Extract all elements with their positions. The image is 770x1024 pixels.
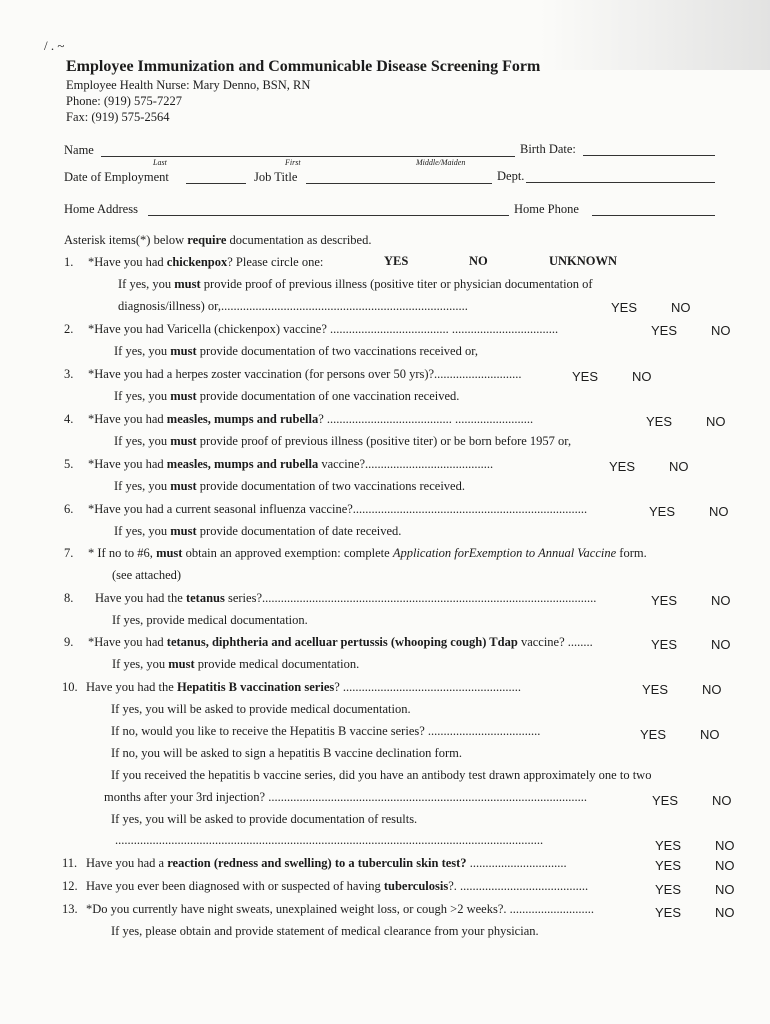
q8-number: 8.	[64, 591, 74, 605]
q1-yes[interactable]: YES	[384, 254, 409, 268]
q2-text: *Have you had Varicella (chickenpox) vaccine? ...................................... ..................................	[88, 322, 559, 336]
q9-subtext: If yes, you must provide medical documentation.	[112, 657, 360, 671]
job-title-label: Job Title	[254, 170, 298, 184]
q1-subtext: If yes, you must provide proof of previous illness (positive titer or physician documentation of	[118, 277, 593, 291]
q12-yes[interactable]: YES	[655, 882, 682, 897]
q1-number: 1.	[64, 255, 74, 269]
q8-no[interactable]: NO	[711, 593, 731, 608]
q2-no[interactable]: NO	[711, 323, 731, 338]
fax-line: Fax: (919) 575-2564	[66, 110, 170, 124]
q8-text: Have you had the tetanus series?...........................................................................................................	[95, 591, 597, 605]
q10-subtext-3: If no, you will be asked to sign a hepatitis B vaccine declination form.	[111, 746, 462, 760]
q12-number: 12.	[62, 879, 78, 893]
name-label: Name	[64, 143, 94, 157]
home-address-label: Home Address	[64, 202, 138, 216]
q5-number: 5.	[64, 457, 74, 471]
results-dots: .........................................................................................................................................	[115, 833, 544, 847]
q13-number: 13.	[62, 902, 78, 916]
q11-yes[interactable]: YES	[655, 858, 682, 873]
q3-no[interactable]: NO	[632, 369, 652, 384]
q11-text: Have you had a reaction (redness and swelling) to a tuberculin skin test? ...............................	[86, 856, 567, 870]
q12-text: Have you ever been diagnosed with or suspected of having tuberculosis?. .........................................	[86, 879, 589, 893]
q2-yes[interactable]: YES	[651, 323, 678, 338]
date-employment-label: Date of Employment	[64, 170, 169, 184]
middle-sublabel: Middle/Maiden	[416, 158, 466, 167]
job-title-field[interactable]	[306, 183, 492, 184]
q10-subtext-4: If you received the hepatitis b vaccine series, did you have an antibody test drawn approximately one to two	[111, 768, 652, 782]
last-sublabel: Last	[153, 158, 167, 167]
first-sublabel: First	[285, 158, 301, 167]
q9-yes[interactable]: YES	[651, 637, 678, 652]
form-title: Employee Immunization and Communicable Disease Screening Form	[66, 58, 541, 75]
q8-yes[interactable]: YES	[651, 593, 678, 608]
q4-text: *Have you had measles, mumps and rubella? ........................................ .........................	[88, 412, 534, 426]
q10c-no[interactable]: NO	[712, 793, 732, 808]
q5-subtext: If yes, you must provide documentation of two vaccinations received.	[114, 479, 465, 493]
q13-subtext: If yes, please obtain and provide statement of medical clearance from your physician.	[111, 924, 539, 938]
q3-text: *Have you had a herpes zoster vaccination (for persons over 50 yrs)?............................	[88, 367, 522, 381]
q10c-yes[interactable]: YES	[652, 793, 679, 808]
q2-number: 2.	[64, 322, 74, 336]
q5-yes[interactable]: YES	[609, 459, 636, 474]
results-no[interactable]: NO	[715, 838, 735, 853]
q12-no[interactable]: NO	[715, 882, 735, 897]
birth-date-field[interactable]	[583, 155, 715, 156]
q6-no[interactable]: NO	[709, 504, 729, 519]
birth-date-label: Birth Date:	[520, 142, 576, 156]
home-address-field[interactable]	[148, 215, 509, 216]
name-field[interactable]	[101, 156, 515, 157]
q10b-yes[interactable]: YES	[640, 727, 667, 742]
nurse-line: Employee Health Nurse: Mary Denno, BSN, RN	[66, 78, 311, 92]
q8-subtext: If yes, provide medical documentation.	[112, 613, 308, 627]
q10-yes[interactable]: YES	[642, 682, 669, 697]
q11-number: 11.	[62, 856, 78, 870]
q9-no[interactable]: NO	[711, 637, 731, 652]
scan-smudge	[540, 0, 770, 70]
q5-no[interactable]: NO	[669, 459, 689, 474]
q3-number: 3.	[64, 367, 74, 381]
q4-subtext: If yes, you must provide proof of previous illness (positive titer) or be born before 1957 or,	[114, 434, 572, 448]
q1b-yes[interactable]: YES	[611, 300, 638, 315]
q5-text: *Have you had measles, mumps and rubella vaccine?.........................................	[88, 457, 494, 471]
home-phone-label: Home Phone	[514, 202, 579, 216]
q10-subtext-5: months after your 3rd injection? ......................................................................................................	[104, 790, 587, 804]
asterisk-note: Asterisk items(*) below require documentation as described.	[64, 233, 372, 247]
q7-number: 7.	[64, 546, 74, 560]
q9-text: *Have you had tetanus, diphtheria and acelluar pertussis (whooping cough) Tdap vaccine? ........	[88, 635, 593, 649]
q4-yes[interactable]: YES	[646, 414, 673, 429]
q13-text: *Do you currently have night sweats, unexplained weight loss, or cough >2 weeks?. ...........................	[86, 902, 594, 916]
dept-field[interactable]	[526, 182, 715, 183]
q4-number: 4.	[64, 412, 74, 426]
phone-line: Phone: (919) 575-7227	[66, 94, 182, 108]
scan-mark: / . ~	[44, 38, 65, 53]
q6-text: *Have you had a current seasonal influenza vaccine?...........................................................................	[88, 502, 588, 516]
q10-subtext-1: If yes, you will be asked to provide medical documentation.	[111, 702, 411, 716]
q13-yes[interactable]: YES	[655, 905, 682, 920]
date-employment-field[interactable]	[186, 183, 246, 184]
results-yes[interactable]: YES	[655, 838, 682, 853]
q7-text: * If no to #6, must obtain an approved exemption: complete Application forExemption to Annual Vaccine form.	[88, 546, 647, 560]
q10b-no[interactable]: NO	[700, 727, 720, 742]
q10-no[interactable]: NO	[702, 682, 722, 697]
q13-no[interactable]: NO	[715, 905, 735, 920]
q2-subtext: If yes, you must provide documentation of two vaccinations received or,	[114, 344, 479, 358]
q3-subtext: If yes, you must provide documentation of one vaccination received.	[114, 389, 460, 403]
q10-number: 10.	[62, 680, 78, 694]
q3-yes[interactable]: YES	[572, 369, 599, 384]
q1-no[interactable]: NO	[469, 254, 488, 268]
q6-number: 6.	[64, 502, 74, 516]
home-phone-field[interactable]	[592, 215, 715, 216]
q7-subtext: (see attached)	[112, 568, 182, 582]
q6-subtext: If yes, you must provide documentation of date received.	[114, 524, 402, 538]
q1-subtext-2: diagnosis/illness) or,...............................................................................	[118, 299, 468, 313]
q1b-no[interactable]: NO	[671, 300, 691, 315]
q9-number: 9.	[64, 635, 74, 649]
q11-no[interactable]: NO	[715, 858, 735, 873]
q10-text: Have you had the Hepatitis B vaccination series? .........................................................	[86, 680, 522, 694]
dept-label: Dept.	[497, 169, 525, 183]
q1-text: *Have you had chickenpox? Please circle one:	[88, 255, 324, 269]
q10-subtext-2: If no, would you like to receive the Hepatitis B vaccine series? ....................................	[111, 724, 541, 738]
q4-no[interactable]: NO	[706, 414, 726, 429]
q1-unknown[interactable]: UNKNOWN	[549, 254, 618, 268]
q10-subtext-6: If yes, you will be asked to provide documentation of results.	[111, 812, 418, 826]
q6-yes[interactable]: YES	[649, 504, 676, 519]
